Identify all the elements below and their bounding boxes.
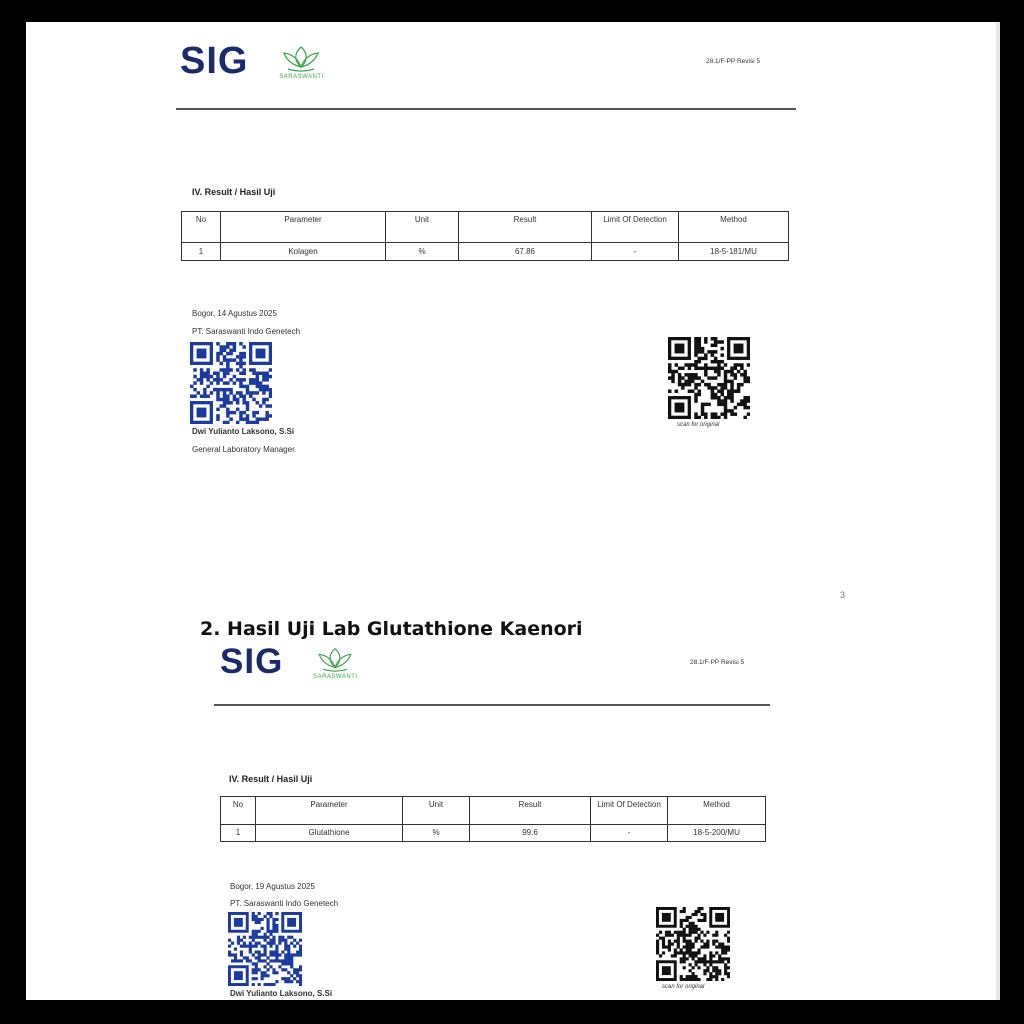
signer-name: Dwi Yulianto Laksono, S.Si — [230, 989, 333, 998]
signer-name: Dwi Yulianto Laksono, S.Si — [192, 427, 295, 436]
document-number: 28.1/F-PP Revisi 5 — [690, 659, 745, 666]
lotus-icon — [311, 645, 359, 673]
col-method: Method — [668, 797, 766, 825]
section-heading: 2. Hasil Uji Lab Glutathione Kaenori — [200, 618, 583, 640]
signature-qr-code — [228, 912, 302, 986]
section-title: IV. Result / Hasil Uji — [192, 187, 276, 197]
scan-for-original: scan for original — [662, 984, 705, 990]
company-name: PT. Saraswanti Indo Genetech — [230, 899, 339, 908]
header-divider — [176, 108, 796, 110]
cell-method: 18-5-181/MU — [679, 243, 789, 261]
col-no: No — [182, 212, 221, 243]
place-date: Bogor, 14 Agustus 2025 — [192, 309, 277, 318]
table-header-row — [182, 212, 789, 243]
signer-position: General Laboratory Manager — [192, 445, 295, 454]
header-divider — [214, 704, 770, 706]
cell-no: 1 — [221, 825, 256, 842]
cell-limit: - — [591, 825, 668, 842]
result-table — [220, 796, 766, 842]
cell-no: 1 — [182, 243, 221, 261]
table-header-row — [221, 797, 766, 825]
scan-for-original: scan for original — [677, 422, 720, 428]
page-edge — [996, 22, 1000, 1000]
col-limit-of-detection: Limit Of Detection — [592, 212, 679, 243]
verification-qr-code — [668, 337, 750, 419]
sig-logo-text: SIG — [220, 642, 284, 681]
col-parameter: Parameter — [221, 212, 386, 243]
sig-logo — [180, 40, 326, 83]
page-number: 3 — [840, 590, 846, 600]
cell-unit: % — [386, 243, 459, 261]
col-unit: Unit — [403, 797, 470, 825]
cell-result: 99.6 — [470, 825, 591, 842]
table-row — [182, 243, 789, 261]
col-method: Method — [679, 212, 789, 243]
saraswanti-label: SARASWANTI — [313, 673, 358, 680]
verification-qr-code — [656, 907, 730, 981]
col-result: Result — [459, 212, 592, 243]
cell-limit: - — [592, 243, 679, 261]
sig-logo-text: SIG — [180, 40, 249, 82]
sig-logo — [220, 642, 359, 682]
table-row — [221, 825, 766, 842]
section-title: IV. Result / Hasil Uji — [229, 774, 313, 784]
result-table — [181, 211, 789, 261]
bottom-black-bar — [0, 1000, 1024, 1024]
saraswanti-logo — [276, 43, 326, 80]
col-result: Result — [470, 797, 591, 825]
top-black-bar — [0, 0, 1024, 22]
col-limit-of-detection: Limit Of Detection — [591, 797, 668, 825]
cell-unit: % — [403, 825, 470, 842]
col-unit: Unit — [386, 212, 459, 243]
col-no: No — [221, 797, 256, 825]
document-page — [26, 22, 1000, 1000]
lotus-icon — [276, 43, 326, 73]
cell-parameter: Glutathione — [256, 825, 403, 842]
col-parameter: Parameter — [256, 797, 403, 825]
document-number: 28.1/F-PP Revisi 5 — [706, 58, 761, 65]
place-date: Bogor, 19 Agustus 2025 — [230, 882, 315, 891]
company-name: PT. Saraswanti Indo Genetech — [192, 327, 301, 336]
saraswanti-label: SARASWANTI — [279, 74, 324, 80]
cell-parameter: Kolagen — [221, 243, 386, 261]
signature-qr-code — [190, 342, 272, 424]
saraswanti-logo — [311, 645, 359, 680]
cell-method: 18-5-200/MU — [668, 825, 766, 842]
cell-result: 67.86 — [459, 243, 592, 261]
